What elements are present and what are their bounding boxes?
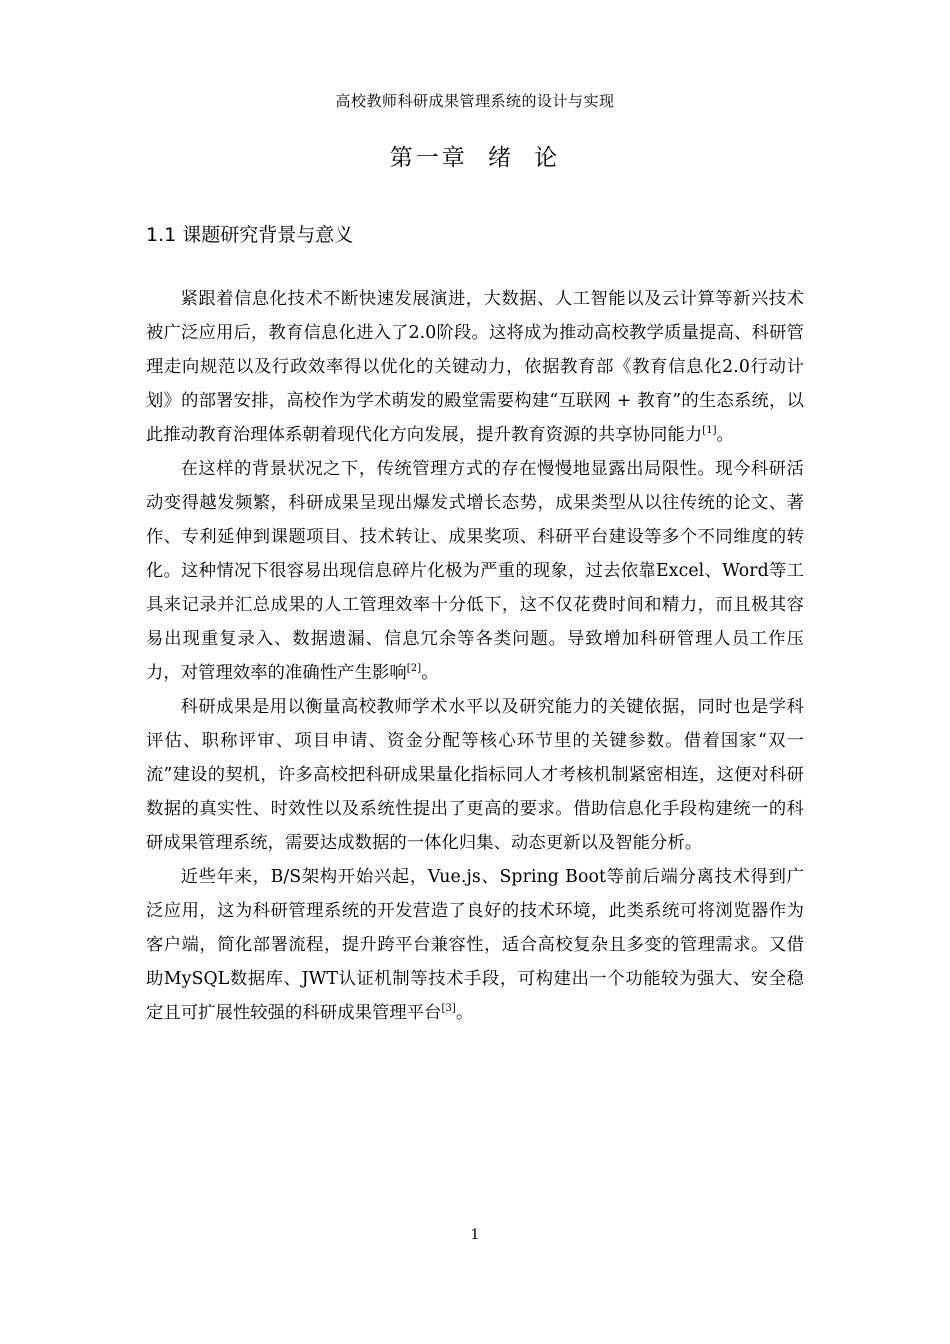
citation-marker: [1] (702, 425, 717, 436)
running-header: 高校教师科研成果管理系统的设计与实现 (335, 92, 615, 110)
paragraph-end: 。 (421, 663, 439, 683)
body-text (146, 282, 804, 1030)
paragraph-2 (146, 452, 804, 690)
paragraph-end: 。 (716, 425, 735, 445)
citation-marker: [2] (406, 663, 422, 674)
section-heading: 1.1 课题研究背景与意义 (146, 224, 354, 246)
paragraph-text: 在这样的背景状况之下，传统管理方式的存在慢慢地显露出局限性。现今科研活动变得越发频繁，科研成果呈现出爆发式增长态势，成果类型从以往传统的论文、著作、专利延伸到课题项目、技术转让、成果奖项、科研平台建设等多个不同维度的转化。这种情况下很容易出现信息碎片化极为严重的现象，过去依靠Excel、Word等工具来记录并汇总成果的人工管理效率十分低下，这不仅花费时间和精力，而且极其容易出现重复录入、数据遗漏、信息冗余等各类问题。导致增加科研管理人员工作压力，对管理效率的准确性产生影响 (146, 459, 804, 683)
paragraph-text: 紧跟着信息化技术不断快速发展演进，大数据、人工智能以及云计算等新兴技术被广泛应用后，教育信息化进入了2.0阶段。这将成为推动高校教学质量提高、科研管理走向规范以及行政效率得以优化的关键动力，依据教育部《教育信息化2.0行动计划》的部署安排，高校作为学术萌发的殿堂需要构建“互联网 + 教育”的生态系统，以此推动教育治理体系朝着现代化方向发展，提升教育资源的共享协同能力 (146, 289, 804, 445)
paragraph-1 (146, 282, 804, 452)
paragraph-3 (146, 690, 804, 860)
chapter-title: 第一章 绪 论 (389, 145, 561, 171)
paragraph-4 (146, 860, 804, 1030)
paragraph-text: 科研成果是用以衡量高校教师学术水平以及研究能力的关键依据，同时也是学科评估、职称评审、项目申请、资金分配等核心环节里的关键参数。借着国家“双一流”建设的契机，许多高校把科研成果量化指标同人才考核机制紧密相连，这便对科研数据的真实性、时效性以及系统性提出了更高的要求。借助信息化手段构建统一的科研成果管理系统，需要达成数据的一体化归集、动态更新以及智能分析。 (146, 697, 804, 853)
page-number: 1 (470, 1227, 480, 1243)
citation-marker: [3] (441, 1003, 456, 1014)
paragraph-end: 。 (455, 1003, 474, 1023)
paragraph-text: 近些年来，B/S架构开始兴起，Vue.js、Spring Boot等前后端分离技术得到广泛应用，这为科研管理系统的开发营造了良好的技术环境，此类系统可将浏览器作为客户端，简化部署流程，提升跨平台兼容性，适合高校复杂且多变的管理需求。又借助MySQL数据库、JWT认证机制等技术手段，可构建出一个功能较为强大、安全稳定且可扩展性较强的科研成果管理平台 (146, 867, 804, 1023)
